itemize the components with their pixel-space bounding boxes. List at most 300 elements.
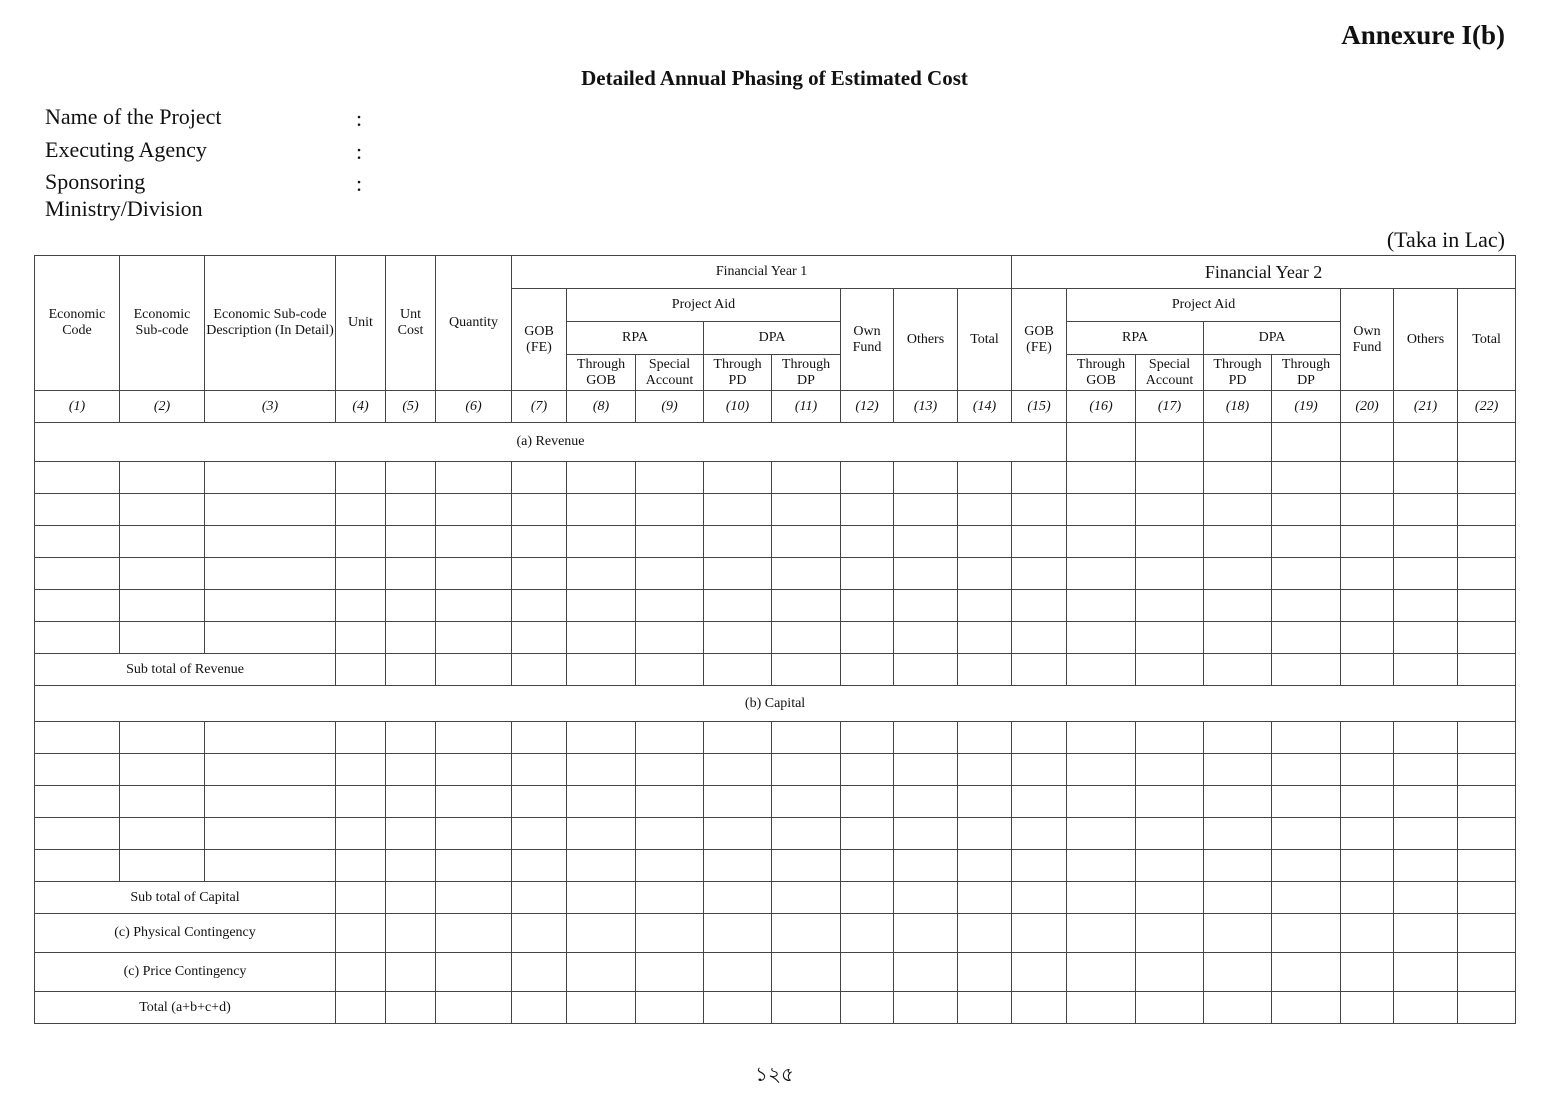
data-cell[interactable]: [894, 590, 958, 622]
data-cell[interactable]: [567, 654, 636, 686]
data-cell[interactable]: [436, 850, 512, 882]
data-cell[interactable]: [772, 526, 841, 558]
data-cell[interactable]: [512, 462, 567, 494]
data-cell[interactable]: [1272, 818, 1341, 850]
data-cell[interactable]: [35, 722, 120, 754]
data-cell[interactable]: [958, 590, 1012, 622]
data-cell[interactable]: [1204, 882, 1272, 914]
data-cell[interactable]: [1204, 818, 1272, 850]
data-cell[interactable]: [1272, 622, 1341, 654]
data-cell[interactable]: [1067, 992, 1136, 1024]
data-cell[interactable]: [1394, 722, 1458, 754]
data-cell[interactable]: [1012, 526, 1067, 558]
data-cell[interactable]: [386, 992, 436, 1024]
data-cell[interactable]: [1272, 558, 1341, 590]
data-cell[interactable]: [958, 882, 1012, 914]
data-cell[interactable]: [1136, 914, 1204, 953]
data-cell[interactable]: [1341, 754, 1394, 786]
data-cell[interactable]: [1067, 462, 1136, 494]
data-cell[interactable]: [436, 914, 512, 953]
data-cell[interactable]: [704, 992, 772, 1024]
data-cell[interactable]: [841, 953, 894, 992]
data-cell[interactable]: [894, 914, 958, 953]
data-cell[interactable]: [636, 462, 704, 494]
data-cell[interactable]: [1012, 953, 1067, 992]
data-cell[interactable]: [1272, 786, 1341, 818]
data-cell[interactable]: [386, 462, 436, 494]
data-cell[interactable]: [704, 590, 772, 622]
data-cell[interactable]: [704, 754, 772, 786]
data-cell[interactable]: [436, 654, 512, 686]
data-cell[interactable]: [1341, 462, 1394, 494]
data-cell[interactable]: [841, 622, 894, 654]
data-cell[interactable]: [512, 992, 567, 1024]
data-cell[interactable]: [567, 754, 636, 786]
data-cell[interactable]: [120, 818, 205, 850]
data-cell[interactable]: [336, 622, 386, 654]
data-cell[interactable]: [772, 786, 841, 818]
data-cell[interactable]: [1136, 850, 1204, 882]
data-cell[interactable]: [567, 494, 636, 526]
data-cell[interactable]: [894, 992, 958, 1024]
data-cell[interactable]: [567, 558, 636, 590]
data-cell[interactable]: [958, 914, 1012, 953]
data-cell[interactable]: [1136, 992, 1204, 1024]
data-cell[interactable]: [894, 882, 958, 914]
data-cell[interactable]: [205, 754, 336, 786]
data-cell[interactable]: [1341, 722, 1394, 754]
data-cell[interactable]: [772, 882, 841, 914]
data-cell[interactable]: [205, 494, 336, 526]
data-cell[interactable]: [436, 462, 512, 494]
data-cell[interactable]: [1272, 722, 1341, 754]
data-cell[interactable]: [772, 558, 841, 590]
data-cell[interactable]: [1394, 850, 1458, 882]
data-cell[interactable]: [636, 754, 704, 786]
data-cell[interactable]: [205, 558, 336, 590]
data-cell[interactable]: [772, 754, 841, 786]
data-cell[interactable]: [386, 754, 436, 786]
data-cell[interactable]: [772, 992, 841, 1024]
data-cell[interactable]: [636, 818, 704, 850]
data-cell[interactable]: [436, 722, 512, 754]
data-cell[interactable]: [120, 850, 205, 882]
data-cell[interactable]: [1067, 953, 1136, 992]
data-cell[interactable]: [1458, 914, 1516, 953]
data-cell[interactable]: [772, 818, 841, 850]
data-cell[interactable]: [386, 914, 436, 953]
data-cell[interactable]: [841, 914, 894, 953]
data-cell[interactable]: [1012, 622, 1067, 654]
data-cell[interactable]: [1272, 462, 1341, 494]
data-cell[interactable]: [567, 818, 636, 850]
data-cell[interactable]: [1067, 423, 1136, 462]
data-cell[interactable]: [772, 590, 841, 622]
data-cell[interactable]: [386, 818, 436, 850]
data-cell[interactable]: [120, 754, 205, 786]
data-cell[interactable]: [386, 590, 436, 622]
data-cell[interactable]: [841, 850, 894, 882]
data-cell[interactable]: [636, 494, 704, 526]
data-cell[interactable]: [841, 558, 894, 590]
data-cell[interactable]: [704, 622, 772, 654]
data-cell[interactable]: [512, 722, 567, 754]
data-cell[interactable]: [1136, 818, 1204, 850]
data-cell[interactable]: [772, 654, 841, 686]
data-cell[interactable]: [1136, 526, 1204, 558]
data-cell[interactable]: [336, 558, 386, 590]
data-cell[interactable]: [336, 462, 386, 494]
data-cell[interactable]: [1394, 882, 1458, 914]
data-cell[interactable]: [1394, 526, 1458, 558]
data-cell[interactable]: [1012, 722, 1067, 754]
data-cell[interactable]: [1067, 494, 1136, 526]
data-cell[interactable]: [1272, 953, 1341, 992]
data-cell[interactable]: [35, 786, 120, 818]
data-cell[interactable]: [1204, 494, 1272, 526]
data-cell[interactable]: [1341, 494, 1394, 526]
data-cell[interactable]: [120, 590, 205, 622]
data-cell[interactable]: [704, 882, 772, 914]
data-cell[interactable]: [636, 882, 704, 914]
data-cell[interactable]: [512, 622, 567, 654]
data-cell[interactable]: [958, 786, 1012, 818]
data-cell[interactable]: [1067, 914, 1136, 953]
data-cell[interactable]: [704, 722, 772, 754]
data-cell[interactable]: [386, 722, 436, 754]
data-cell[interactable]: [958, 818, 1012, 850]
data-cell[interactable]: [841, 590, 894, 622]
data-cell[interactable]: [1458, 590, 1516, 622]
data-cell[interactable]: [386, 622, 436, 654]
data-cell[interactable]: [512, 494, 567, 526]
data-cell[interactable]: [1012, 590, 1067, 622]
data-cell[interactable]: [841, 494, 894, 526]
data-cell[interactable]: [1136, 654, 1204, 686]
data-cell[interactable]: [35, 558, 120, 590]
data-cell[interactable]: [1012, 882, 1067, 914]
data-cell[interactable]: [1458, 722, 1516, 754]
data-cell[interactable]: [512, 786, 567, 818]
data-cell[interactable]: [958, 622, 1012, 654]
data-cell[interactable]: [1458, 494, 1516, 526]
data-cell[interactable]: [1341, 850, 1394, 882]
data-cell[interactable]: [1458, 786, 1516, 818]
data-cell[interactable]: [336, 953, 386, 992]
data-cell[interactable]: [1204, 590, 1272, 622]
data-cell[interactable]: [1204, 953, 1272, 992]
data-cell[interactable]: [1012, 654, 1067, 686]
data-cell[interactable]: [1012, 786, 1067, 818]
data-cell[interactable]: [894, 850, 958, 882]
data-cell[interactable]: [636, 914, 704, 953]
data-cell[interactable]: [894, 818, 958, 850]
data-cell[interactable]: [567, 786, 636, 818]
data-cell[interactable]: [512, 558, 567, 590]
data-cell[interactable]: [1272, 882, 1341, 914]
data-cell[interactable]: [120, 722, 205, 754]
data-cell[interactable]: [841, 882, 894, 914]
data-cell[interactable]: [841, 654, 894, 686]
data-cell[interactable]: [1394, 654, 1458, 686]
data-cell[interactable]: [841, 526, 894, 558]
data-cell[interactable]: [841, 722, 894, 754]
data-cell[interactable]: [35, 590, 120, 622]
data-cell[interactable]: [1204, 754, 1272, 786]
data-cell[interactable]: [436, 882, 512, 914]
data-cell[interactable]: [1458, 423, 1516, 462]
data-cell[interactable]: [336, 850, 386, 882]
data-cell[interactable]: [1204, 558, 1272, 590]
data-cell[interactable]: [567, 850, 636, 882]
data-cell[interactable]: [336, 992, 386, 1024]
data-cell[interactable]: [35, 818, 120, 850]
data-cell[interactable]: [436, 494, 512, 526]
data-cell[interactable]: [120, 526, 205, 558]
data-cell[interactable]: [894, 786, 958, 818]
data-cell[interactable]: [1458, 526, 1516, 558]
data-cell[interactable]: [567, 722, 636, 754]
data-cell[interactable]: [436, 953, 512, 992]
data-cell[interactable]: [1341, 654, 1394, 686]
data-cell[interactable]: [1012, 754, 1067, 786]
data-cell[interactable]: [567, 462, 636, 494]
data-cell[interactable]: [1458, 622, 1516, 654]
data-cell[interactable]: [704, 558, 772, 590]
data-cell[interactable]: [704, 494, 772, 526]
data-cell[interactable]: [894, 722, 958, 754]
data-cell[interactable]: [894, 494, 958, 526]
data-cell[interactable]: [336, 722, 386, 754]
data-cell[interactable]: [1394, 914, 1458, 953]
data-cell[interactable]: [205, 462, 336, 494]
data-cell[interactable]: [336, 914, 386, 953]
data-cell[interactable]: [436, 622, 512, 654]
data-cell[interactable]: [336, 654, 386, 686]
data-cell[interactable]: [336, 882, 386, 914]
data-cell[interactable]: [205, 850, 336, 882]
data-cell[interactable]: [1067, 654, 1136, 686]
data-cell[interactable]: [1458, 462, 1516, 494]
data-cell[interactable]: [205, 818, 336, 850]
data-cell[interactable]: [894, 622, 958, 654]
data-cell[interactable]: [958, 526, 1012, 558]
data-cell[interactable]: [772, 953, 841, 992]
data-cell[interactable]: [336, 786, 386, 818]
data-cell[interactable]: [35, 622, 120, 654]
data-cell[interactable]: [1458, 654, 1516, 686]
data-cell[interactable]: [205, 526, 336, 558]
data-cell[interactable]: [894, 526, 958, 558]
data-cell[interactable]: [336, 494, 386, 526]
data-cell[interactable]: [841, 786, 894, 818]
data-cell[interactable]: [1458, 992, 1516, 1024]
data-cell[interactable]: [1136, 754, 1204, 786]
data-cell[interactable]: [120, 462, 205, 494]
data-cell[interactable]: [512, 953, 567, 992]
data-cell[interactable]: [35, 462, 120, 494]
data-cell[interactable]: [1136, 494, 1204, 526]
data-cell[interactable]: [1394, 818, 1458, 850]
data-cell[interactable]: [567, 914, 636, 953]
data-cell[interactable]: [436, 818, 512, 850]
data-cell[interactable]: [704, 786, 772, 818]
data-cell[interactable]: [1272, 526, 1341, 558]
data-cell[interactable]: [436, 754, 512, 786]
data-cell[interactable]: [1341, 423, 1394, 462]
data-cell[interactable]: [704, 654, 772, 686]
data-cell[interactable]: [704, 914, 772, 953]
data-cell[interactable]: [386, 882, 436, 914]
data-cell[interactable]: [386, 786, 436, 818]
data-cell[interactable]: [336, 590, 386, 622]
data-cell[interactable]: [567, 953, 636, 992]
data-cell[interactable]: [636, 622, 704, 654]
data-cell[interactable]: [1458, 818, 1516, 850]
data-cell[interactable]: [1136, 462, 1204, 494]
data-cell[interactable]: [35, 526, 120, 558]
data-cell[interactable]: [567, 590, 636, 622]
data-cell[interactable]: [512, 818, 567, 850]
data-cell[interactable]: [1394, 992, 1458, 1024]
data-cell[interactable]: [1204, 850, 1272, 882]
data-cell[interactable]: [1394, 953, 1458, 992]
data-cell[interactable]: [1272, 754, 1341, 786]
data-cell[interactable]: [1067, 786, 1136, 818]
data-cell[interactable]: [958, 722, 1012, 754]
data-cell[interactable]: [1272, 423, 1341, 462]
data-cell[interactable]: [636, 722, 704, 754]
data-cell[interactable]: [1012, 494, 1067, 526]
data-cell[interactable]: [1067, 558, 1136, 590]
data-cell[interactable]: [1204, 786, 1272, 818]
data-cell[interactable]: [205, 786, 336, 818]
data-cell[interactable]: [567, 992, 636, 1024]
data-cell[interactable]: [1067, 722, 1136, 754]
data-cell[interactable]: [1012, 818, 1067, 850]
data-cell[interactable]: [1204, 992, 1272, 1024]
data-cell[interactable]: [1204, 622, 1272, 654]
data-cell[interactable]: [1204, 462, 1272, 494]
data-cell[interactable]: [894, 754, 958, 786]
data-cell[interactable]: [636, 992, 704, 1024]
data-cell[interactable]: [567, 882, 636, 914]
data-cell[interactable]: [1204, 722, 1272, 754]
data-cell[interactable]: [1341, 526, 1394, 558]
data-cell[interactable]: [1394, 423, 1458, 462]
data-cell[interactable]: [1012, 850, 1067, 882]
data-cell[interactable]: [704, 953, 772, 992]
data-cell[interactable]: [636, 786, 704, 818]
data-cell[interactable]: [894, 953, 958, 992]
data-cell[interactable]: [336, 818, 386, 850]
data-cell[interactable]: [1394, 786, 1458, 818]
data-cell[interactable]: [958, 953, 1012, 992]
data-cell[interactable]: [1341, 818, 1394, 850]
data-cell[interactable]: [1136, 558, 1204, 590]
data-cell[interactable]: [1012, 914, 1067, 953]
data-cell[interactable]: [567, 526, 636, 558]
data-cell[interactable]: [512, 850, 567, 882]
data-cell[interactable]: [636, 590, 704, 622]
data-cell[interactable]: [1136, 722, 1204, 754]
data-cell[interactable]: [636, 850, 704, 882]
data-cell[interactable]: [1272, 992, 1341, 1024]
data-cell[interactable]: [1204, 914, 1272, 953]
data-cell[interactable]: [772, 622, 841, 654]
data-cell[interactable]: [636, 953, 704, 992]
data-cell[interactable]: [1341, 882, 1394, 914]
data-cell[interactable]: [1394, 494, 1458, 526]
data-cell[interactable]: [567, 622, 636, 654]
data-cell[interactable]: [1204, 423, 1272, 462]
data-cell[interactable]: [1394, 558, 1458, 590]
data-cell[interactable]: [1394, 622, 1458, 654]
data-cell[interactable]: [436, 558, 512, 590]
data-cell[interactable]: [1458, 850, 1516, 882]
data-cell[interactable]: [1458, 882, 1516, 914]
data-cell[interactable]: [894, 462, 958, 494]
data-cell[interactable]: [512, 590, 567, 622]
data-cell[interactable]: [1272, 914, 1341, 953]
data-cell[interactable]: [512, 526, 567, 558]
data-cell[interactable]: [386, 558, 436, 590]
data-cell[interactable]: [1136, 953, 1204, 992]
data-cell[interactable]: [1341, 622, 1394, 654]
data-cell[interactable]: [1341, 558, 1394, 590]
data-cell[interactable]: [1067, 818, 1136, 850]
data-cell[interactable]: [958, 850, 1012, 882]
data-cell[interactable]: [386, 850, 436, 882]
data-cell[interactable]: [958, 558, 1012, 590]
data-cell[interactable]: [894, 654, 958, 686]
data-cell[interactable]: [772, 462, 841, 494]
data-cell[interactable]: [436, 992, 512, 1024]
data-cell[interactable]: [1272, 590, 1341, 622]
data-cell[interactable]: [1136, 622, 1204, 654]
data-cell[interactable]: [512, 754, 567, 786]
data-cell[interactable]: [958, 992, 1012, 1024]
data-cell[interactable]: [35, 754, 120, 786]
data-cell[interactable]: [704, 850, 772, 882]
data-cell[interactable]: [120, 494, 205, 526]
data-cell[interactable]: [1394, 754, 1458, 786]
data-cell[interactable]: [205, 622, 336, 654]
data-cell[interactable]: [958, 494, 1012, 526]
data-cell[interactable]: [1458, 754, 1516, 786]
data-cell[interactable]: [704, 462, 772, 494]
data-cell[interactable]: [512, 654, 567, 686]
data-cell[interactable]: [772, 850, 841, 882]
data-cell[interactable]: [1136, 786, 1204, 818]
data-cell[interactable]: [1067, 882, 1136, 914]
data-cell[interactable]: [636, 558, 704, 590]
data-cell[interactable]: [120, 622, 205, 654]
data-cell[interactable]: [512, 914, 567, 953]
data-cell[interactable]: [1341, 953, 1394, 992]
data-cell[interactable]: [841, 992, 894, 1024]
data-cell[interactable]: [704, 526, 772, 558]
data-cell[interactable]: [386, 526, 436, 558]
data-cell[interactable]: [1067, 622, 1136, 654]
data-cell[interactable]: [205, 722, 336, 754]
data-cell[interactable]: [772, 494, 841, 526]
data-cell[interactable]: [336, 754, 386, 786]
data-cell[interactable]: [35, 494, 120, 526]
data-cell[interactable]: [841, 818, 894, 850]
data-cell[interactable]: [841, 462, 894, 494]
data-cell[interactable]: [1341, 992, 1394, 1024]
